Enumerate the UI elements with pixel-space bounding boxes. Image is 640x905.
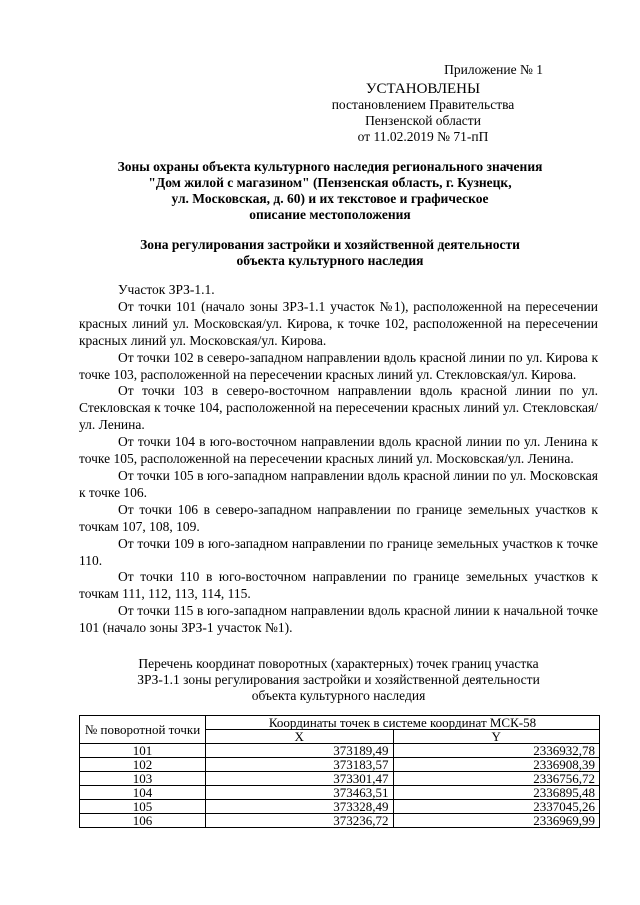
list-title-line-2: ЗРЗ-1.1 зоны регулирования застройки и хозяйственной деятельности — [137, 672, 540, 687]
paragraph: От точки 103 в северо-восточном направлении вдоль красной линии по ул. Стекловская к точке 104, расположенной на пересечении красных линий ул. Стекловская/ул. Ленина. — [79, 383, 598, 433]
coordinates-table — [79, 715, 600, 828]
table-row — [80, 758, 600, 772]
header-point-number: № поворотной точки — [80, 716, 206, 744]
list-title-line-3: объекта культурного наследия — [251, 688, 426, 703]
coord-y: 2336932,78 — [393, 744, 600, 758]
coord-x: 373301,47 — [206, 772, 394, 786]
paragraph: От точки 115 в юго-западном направлении вдоль красной линии к начальной точке 101 (начало зоны ЗРЗ-1 участок №1). — [79, 603, 598, 636]
coord-y: 2336969,99 — [393, 814, 600, 828]
point-number: 103 — [80, 772, 206, 786]
title-line-3: ул. Московская, д. 60) и их текстовое и графическое — [171, 191, 489, 206]
title-line-2: "Дом жилой с магазином" (Пензенская область, г. Кузнецк, — [148, 175, 512, 190]
table-row — [80, 814, 600, 828]
coord-x: 373183,57 — [206, 758, 394, 772]
point-number: 101 — [80, 744, 206, 758]
point-number: 102 — [80, 758, 206, 772]
coordinates-list-title — [79, 656, 598, 704]
subtitle-line-2: объекта культурного наследия — [236, 253, 424, 268]
approved-line-1: постановлением Правительства — [331, 97, 515, 112]
title-line-4: описание местоположения — [249, 207, 411, 222]
coord-x: 373189,49 — [206, 744, 394, 758]
paragraph: От точки 102 в северо-западном направлении вдоль красной линии по ул. Кирова к точке 103, расположенной на пересечении красных линий ул. Стекловская/ул. Кирова. — [79, 349, 598, 382]
table-row — [80, 786, 600, 800]
paragraph: От точки 105 в юго-западном направлении вдоль красной линии по ул. Московская к точке 106. — [79, 467, 598, 500]
point-number: 104 — [80, 786, 206, 800]
header-x: X — [206, 730, 394, 744]
point-number: 105 — [80, 800, 206, 814]
paragraph: От точки 104 в юго-восточном направлении вдоль красной линии по ул. Ленина к точке 105, расположенной на пересечении красных линий ул. Московская/ул. Ленина. — [79, 434, 598, 467]
header-y: Y — [393, 730, 600, 744]
paragraph: От точки 109 в юго-западном направлении по границе земельных участков к точке 110. — [79, 535, 598, 568]
coord-y: 2336756,72 — [393, 772, 600, 786]
coord-y: 2337045,26 — [393, 800, 600, 814]
table-row — [80, 772, 600, 786]
appendix-number: Приложение № 1 — [444, 62, 543, 77]
paragraph: Участок ЗРЗ-1.1. — [118, 282, 215, 297]
list-title-line-1: Перечень координат поворотных (характерных) точек границ участка — [138, 656, 539, 671]
coord-y: 2336908,39 — [393, 758, 600, 772]
header-coordinate-system: Координаты точек в системе координат МСК-58 — [206, 716, 600, 730]
coord-y: 2336895,48 — [393, 786, 600, 800]
document-title — [60, 159, 600, 223]
body-text — [79, 282, 598, 637]
coord-x: 373236,72 — [206, 814, 394, 828]
approved-line-3: от 11.02.2019 № 71-пП — [357, 129, 489, 144]
paragraph: От точки 101 (начало зоны ЗРЗ-1.1 участок №1), расположенной на пересечении красных линий ул. Московская/ул. Кирова, к точке 102, расположенной на пересечении красных линий ул. Московская/ул. Кирова. — [79, 298, 598, 348]
approved-line-2: Пензенской области — [365, 113, 481, 128]
coord-x: 373328,49 — [206, 800, 394, 814]
appendix-block — [303, 62, 543, 145]
table-row — [80, 800, 600, 814]
paragraph: От точки 106 в северо-западном направлении по границе земельных участков к точкам 107, 108, 109. — [79, 501, 598, 534]
point-number: 106 — [80, 814, 206, 828]
paragraph: От точки 110 в юго-восточном направлении по границе земельных участков к точкам 111, 112, 113, 114, 115. — [79, 569, 598, 602]
subtitle-line-1: Зона регулирования застройки и хозяйственной деятельности — [140, 237, 520, 252]
approved-heading: УСТАНОВЛЕНЫ — [365, 81, 481, 97]
coord-x: 373463,51 — [206, 786, 394, 800]
table-row — [80, 744, 600, 758]
section-title — [60, 237, 600, 269]
title-line-1: Зоны охраны объекта культурного наследия регионального значения — [117, 159, 543, 174]
